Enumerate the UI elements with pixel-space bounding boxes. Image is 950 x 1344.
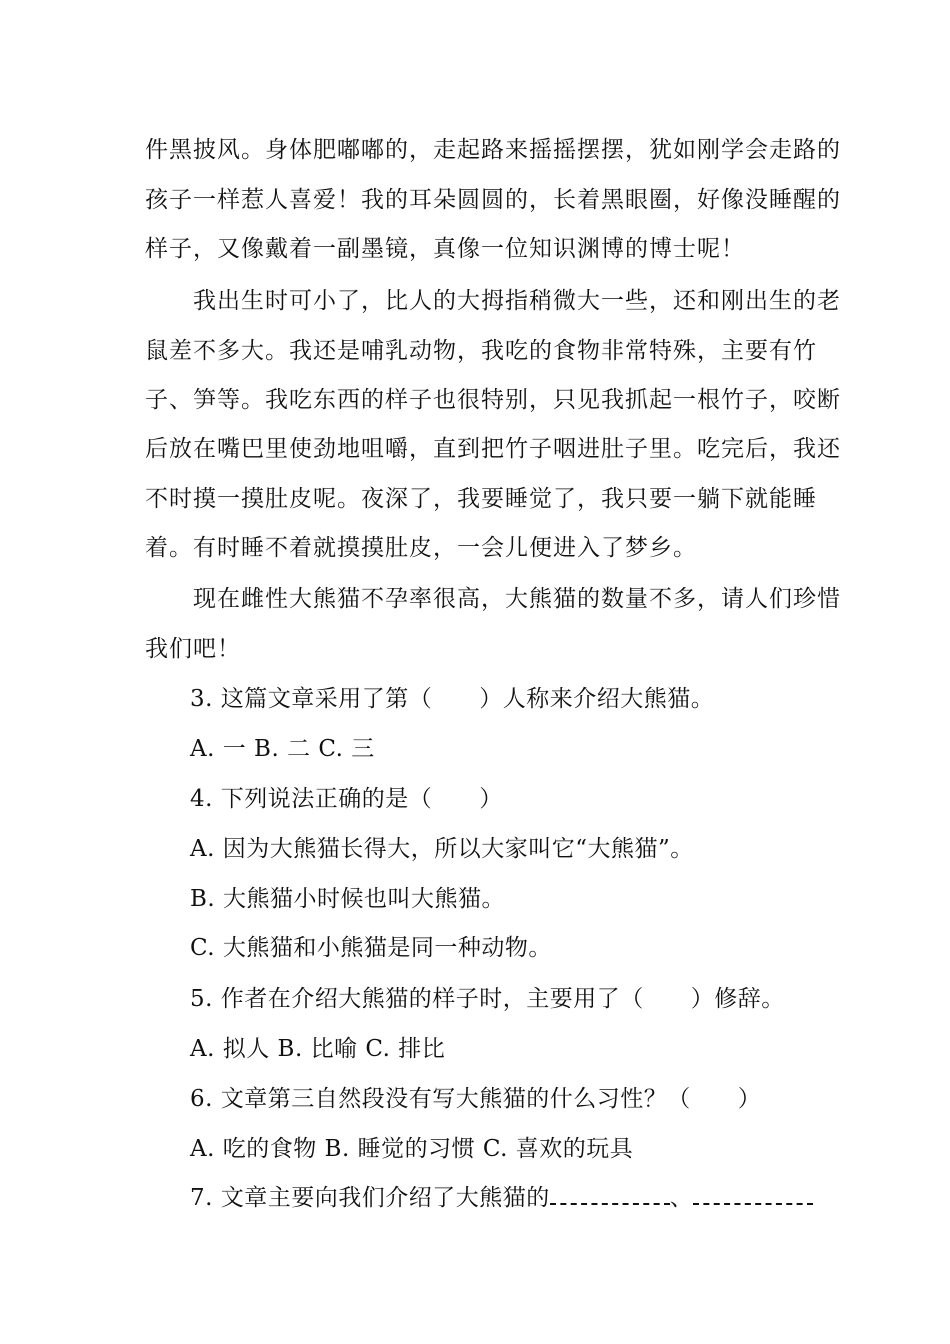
question-5-options: A. 拟人 B. 比喻 C. 排比 [190, 1036, 446, 1062]
passage-line: 不时摸一摸肚皮呢。夜深了，我要睡觉了，我只要一躺下就能睡 [145, 486, 817, 512]
question-6-options: A. 吃的食物 B. 睡觉的习惯 C. 喜欢的玩具 [190, 1136, 634, 1162]
passage-line: 着。有时睡不着就摸摸肚皮，一会儿便进入了梦乡。 [145, 535, 697, 561]
passage-line: 孩子一样惹人喜爱！我的耳朵圆圆的，长着黑眼圈，好像没睡醒的 [145, 187, 841, 213]
question-3-options: A. 一 B. 二 C. 三 [190, 736, 375, 762]
passage-line: 件黑披风。身体肥嘟嘟的，走起路来摇摇摆摆，犹如刚学会走路的 [145, 137, 841, 163]
question-7-separator: 、 [669, 1185, 694, 1211]
passage-line: 子、笋等。我吃东西的样子也很特别，只见我抓起一根竹子，咬断 [145, 387, 841, 413]
passage-line: 现在雌性大熊猫不孕率很高，大熊猫的数量不多，请人们珍惜 [193, 586, 841, 612]
question-3: 3. 这篇文章采用了第（ ）人称来介绍大熊猫。 [190, 686, 715, 712]
question-4-option-b: B. 大熊猫小时候也叫大熊猫。 [190, 886, 506, 912]
question-4-option-c: C. 大熊猫和小熊猫是同一种动物。 [190, 935, 552, 961]
question-4-option-a: A. 因为大熊猫长得大，所以大家叫它“大熊猫”。 [190, 836, 694, 862]
question-5: 5. 作者在介绍大熊猫的样子时，主要用了（ ）修辞。 [190, 986, 785, 1012]
question-7-text: 7. 文章主要向我们介绍了大熊猫的 [190, 1185, 550, 1211]
passage-line: 鼠差不多大。我还是哺乳动物，我吃的食物非常特殊，主要有竹 [145, 338, 817, 364]
answer-blank[interactable] [693, 1185, 813, 1205]
passage-line: 我出生时可小了，比人的大拇指稍微大一些，还和刚出生的老 [193, 288, 841, 314]
question-7 [190, 1183, 870, 1213]
answer-blank[interactable] [550, 1185, 670, 1205]
passage-line: 样子，又像戴着一副墨镜，真像一位知识渊博的博士呢！ [145, 236, 745, 262]
passage-line: 我们吧！ [145, 636, 241, 662]
question-4: 4. 下列说法正确的是（ ） [190, 786, 503, 812]
question-6: 6. 文章第三自然段没有写大熊猫的什么习性？（ ） [190, 1086, 762, 1112]
passage-line: 后放在嘴巴里使劲地咀嚼，直到把竹子咽进肚子里。吃完后，我还 [145, 436, 841, 462]
